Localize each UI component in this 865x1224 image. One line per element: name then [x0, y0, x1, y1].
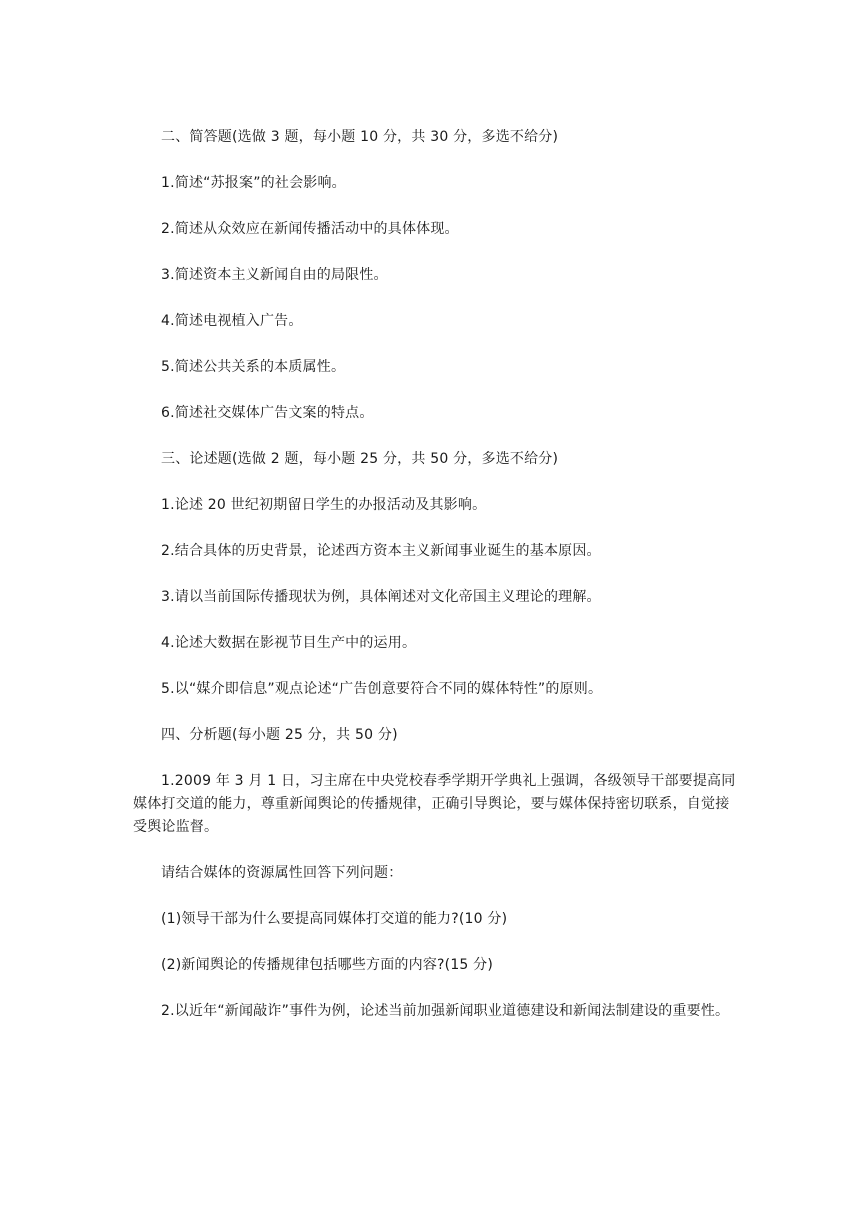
question-item: 1.论述 20 世纪初期留日学生的办报活动及其影响。	[161, 497, 487, 513]
analysis-instruction: 请结合媒体的资源属性回答下列问题：	[161, 865, 403, 881]
question-item: 6.简述社交媒体广告文案的特点。	[161, 405, 374, 421]
sub-question-item: (1)领导干部为什么要提高同媒体打交道的能力?(10 分)	[161, 911, 508, 927]
section-heading-essay: 三、论述题(选做 2 题，每小题 25 分，共 50 分，多选不给分)	[161, 451, 559, 467]
section-heading-analysis: 四、分析题(每小题 25 分，共 50 分)	[161, 727, 398, 743]
question-item: 3.简述资本主义新闻自由的局限性。	[161, 267, 388, 283]
question-item: 1.简述“苏报案”的社会影响。	[161, 175, 346, 191]
question-item: 2.简述从众效应在新闻传播活动中的具体体现。	[161, 221, 459, 237]
sub-question-item: (2)新闻舆论的传播规律包括哪些方面的内容?(15 分)	[161, 957, 494, 973]
question-item: 5.以“媒介即信息”观点论述“广告创意要符合不同的媒体特性”的原则。	[161, 681, 603, 697]
section-heading-short-answer: 二、简答题(选做 3 题，每小题 10 分，共 30 分，多选不给分)	[161, 129, 559, 145]
question-item: 2.结合具体的历史背景，论述西方资本主义新闻事业诞生的基本原因。	[161, 543, 601, 559]
question-item: 3.请以当前国际传播现状为例，具体阐述对文化帝国主义理论的理解。	[161, 589, 601, 605]
question-item: 4.论述大数据在影视节目生产中的运用。	[161, 635, 417, 651]
document-body	[133, 126, 738, 1046]
question-item: 4.简述电视植入广告。	[161, 313, 303, 329]
question-item: 5.简述公共关系的本质属性。	[161, 359, 346, 375]
analysis-question-item: 2.以近年“新闻敲诈”事件为例，论述当前加强新闻职业道德建设和新闻法制建设的重要性。	[161, 1003, 730, 1019]
analysis-question-passage: 1.2009 年 3 月 1 日，习主席在中央党校春季学期开学典礼上强调，各级领导干部要提高同媒体打交道的能力，尊重新闻舆论的传播规律，正确引导舆论，要与媒体保持密切联系，自觉接受舆论监督。	[133, 773, 736, 835]
